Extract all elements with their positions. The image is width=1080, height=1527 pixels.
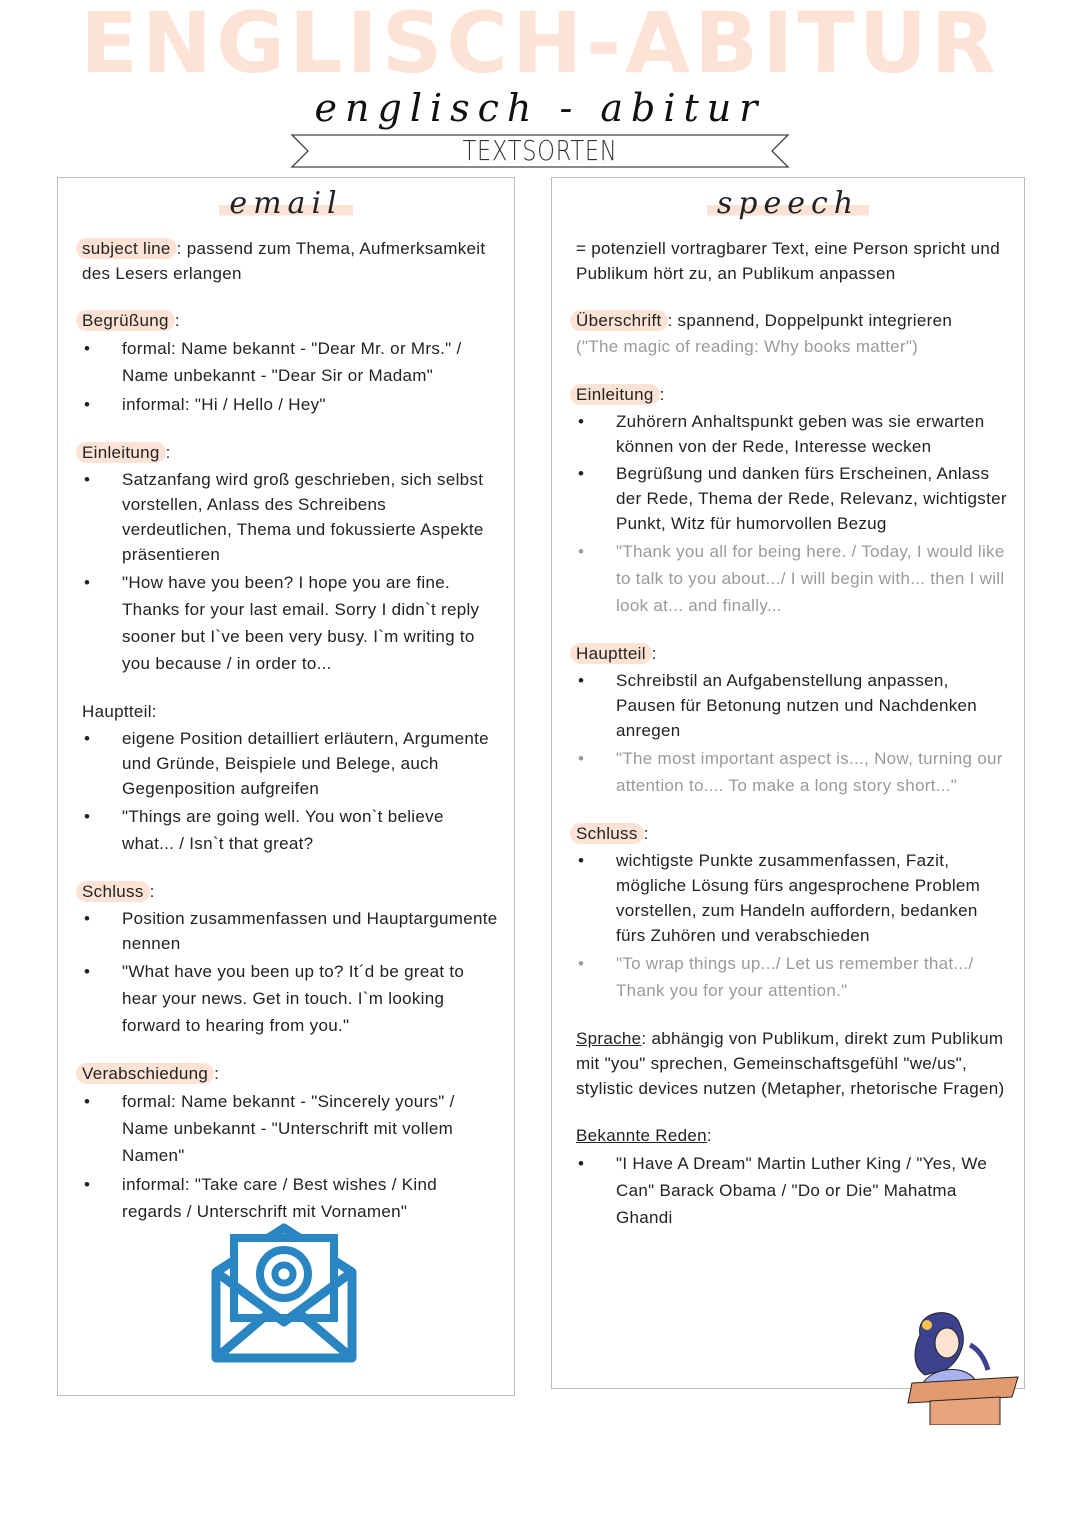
section-begrüßung xyxy=(82,308,500,418)
bullet-item: • Satzanfang wird groß geschrieben, sich selbst vorstellen, Anlass des Schreibens verdeutlichen, Thema und fokussierte Aspekte präsentieren xyxy=(82,467,500,567)
section-heading: Einleitung xyxy=(570,384,660,405)
bullet-item: • Begrüßung und danken fürs Erscheinen, Anlass der Rede, Thema der Rede, Relevanz, wichtigster Punkt, Witz für humorvollen Bezug xyxy=(576,461,1010,536)
section-description: : xyxy=(151,702,157,721)
section-hauptteil xyxy=(82,699,500,857)
bullet-item: • eigene Position detailliert erläutern, Argumente und Gründe, Beispiele und Belege, auch Gegenposition aufgreifen xyxy=(82,726,500,801)
section-heading: subject line xyxy=(76,238,177,259)
bullet-list xyxy=(82,726,500,857)
bullet-item: • Position zusammenfassen und Hauptargumente nennen xyxy=(82,906,500,956)
section-heading: Hauptteil xyxy=(82,702,152,721)
bullet-item: • informal: "Hi / Hello / Hey" xyxy=(82,391,500,418)
section-description: : passend zum Thema, Aufmerksamkeit des Lesers erlangen xyxy=(82,239,486,283)
bullet-item: • informal: "Take care / Best wishes / Kind regards / Unterschrift mit Vornamen" xyxy=(82,1171,500,1225)
section-heading: Schluss xyxy=(570,823,644,844)
bullet-item: • formal: Name bekannt - "Dear Mr. or Mrs." / Name unbekannt - "Dear Sir or Madam" xyxy=(82,335,500,389)
speech-panel-title: speech xyxy=(552,186,1024,221)
email-panel-title: email xyxy=(58,186,514,221)
section-subject-line xyxy=(82,236,500,286)
section-text xyxy=(82,236,500,286)
bullet-list xyxy=(576,409,1010,619)
section-text xyxy=(82,308,500,333)
section-verabschiedung xyxy=(82,1061,500,1225)
section-bekannte-reden xyxy=(576,1123,1010,1231)
bullet-list xyxy=(82,467,500,677)
bullet-item: • "Things are going well. You won`t believe what... / Isn`t that great? xyxy=(82,803,500,857)
section-text xyxy=(576,1026,1010,1101)
bullet-item: • Schreibstil an Aufgabenstellung anpassen, Pausen für Betonung nutzen und Nachdenken anregen xyxy=(576,668,1010,743)
section-text xyxy=(82,699,500,724)
section-text xyxy=(576,641,1010,666)
section-text xyxy=(82,879,500,904)
section-text xyxy=(576,382,1010,407)
section-text xyxy=(576,308,1010,333)
section-heading: Verabschiedung xyxy=(76,1063,214,1084)
banner-title: TEXTSORTEN xyxy=(462,134,618,167)
section-heading: Begrüßung xyxy=(76,310,175,331)
title-script: englisch - abitur xyxy=(314,86,766,130)
bullet-list xyxy=(576,668,1010,799)
speech-panel xyxy=(551,177,1025,1389)
bullet-item: • "The most important aspect is..., Now, turning our attention to.... To make a long story short..." xyxy=(576,745,1010,799)
bullet-item: • "Thank you all for being here. / Today, I would like to talk to you about.../ I will begin with... then I will look at... and finally... xyxy=(576,538,1010,619)
section-description: : xyxy=(651,644,657,663)
section-description: : spannend, Doppelpunkt integrieren xyxy=(667,311,953,330)
example-note: ("The magic of reading: Why books matter") xyxy=(576,337,919,356)
section-description: : xyxy=(659,385,665,404)
bullet-item: • "I Have A Dream" Martin Luther King / "Yes, We Can" Barack Obama / "Do or Die" Mahatma Ghandi xyxy=(576,1150,1010,1231)
bullet-list xyxy=(82,906,500,1039)
section-heading: Hauptteil xyxy=(570,643,652,664)
bullet-item: • formal: Name bekannt - "Sincerely yours" / Name unbekannt - "Unterschrift mit vollem Namen" xyxy=(82,1088,500,1169)
email-content xyxy=(82,236,500,1247)
section-text xyxy=(576,236,1010,286)
bullet-item: • "How have you been? I hope you are fine. Thanks for your last email. Sorry I didn`t reply sooner but I`ve been very busy. I`m writing to you because / in order to... xyxy=(82,569,500,677)
section-description: : xyxy=(214,1064,220,1083)
speaker-at-podium-icon xyxy=(900,1305,1025,1425)
section-heading: Einleitung xyxy=(76,442,166,463)
bullet-item: • Zuhörern Anhaltspunkt geben was sie erwarten können von der Rede, Interesse wecken xyxy=(576,409,1010,459)
bullet-item: • "To wrap things up.../ Let us remember that.../ Thank you for your attention." xyxy=(576,950,1010,1004)
section-sprache xyxy=(576,1026,1010,1101)
section-text xyxy=(576,1123,1010,1148)
speech-content xyxy=(576,236,1010,1253)
email-envelope-at-icon xyxy=(208,1222,360,1364)
bullet-list xyxy=(576,848,1010,1004)
section-heading: Schluss xyxy=(76,881,150,902)
section-description: : abhängig von Publikum, direkt zum Publikum mit "you" sprechen, Gemeinschaftsgefühl "we/us", stylistic devices nutzen (Metapher, rhetorische Fragen) xyxy=(576,1029,1005,1098)
bullet-list xyxy=(576,1150,1010,1231)
title-background: ENGLISCH-ABITUR xyxy=(80,0,1000,92)
section-heading: Überschrift xyxy=(570,310,668,331)
section-schluss xyxy=(82,879,500,1039)
section-schluss xyxy=(576,821,1010,1004)
bullet-list xyxy=(82,335,500,418)
section-heading: Sprache xyxy=(576,1029,642,1048)
section-einleitung xyxy=(82,440,500,677)
email-panel xyxy=(57,177,515,1396)
bullet-item: • wichtigste Punkte zusammenfassen, Fazit, mögliche Lösung fürs angesprochene Problem vorstellen, zum Handeln auffordern, bedanken fürs Zuhören und verabschieden xyxy=(576,848,1010,948)
section-description: = potenziell vortragbarer Text, eine Person spricht und Publikum hört zu, an Publikum anpassen xyxy=(576,239,1000,283)
bullet-list xyxy=(82,1088,500,1225)
section-description: : xyxy=(174,311,180,330)
section-description: : xyxy=(706,1126,712,1145)
bullet-item: • "What have you been up to? It´d be great to hear your news. Get in touch. I`m looking forward to hearing from you." xyxy=(82,958,500,1039)
section-description: : xyxy=(643,824,649,843)
section-text xyxy=(82,1061,500,1086)
section-description: : xyxy=(149,882,155,901)
section-text xyxy=(82,440,500,465)
section-intro xyxy=(576,236,1010,286)
section-heading: Bekannte Reden xyxy=(576,1126,707,1145)
section-einleitung xyxy=(576,382,1010,619)
section-description: : xyxy=(165,443,171,462)
section-überschrift xyxy=(576,308,1010,360)
section-hauptteil xyxy=(576,641,1010,799)
section-text xyxy=(576,821,1010,846)
